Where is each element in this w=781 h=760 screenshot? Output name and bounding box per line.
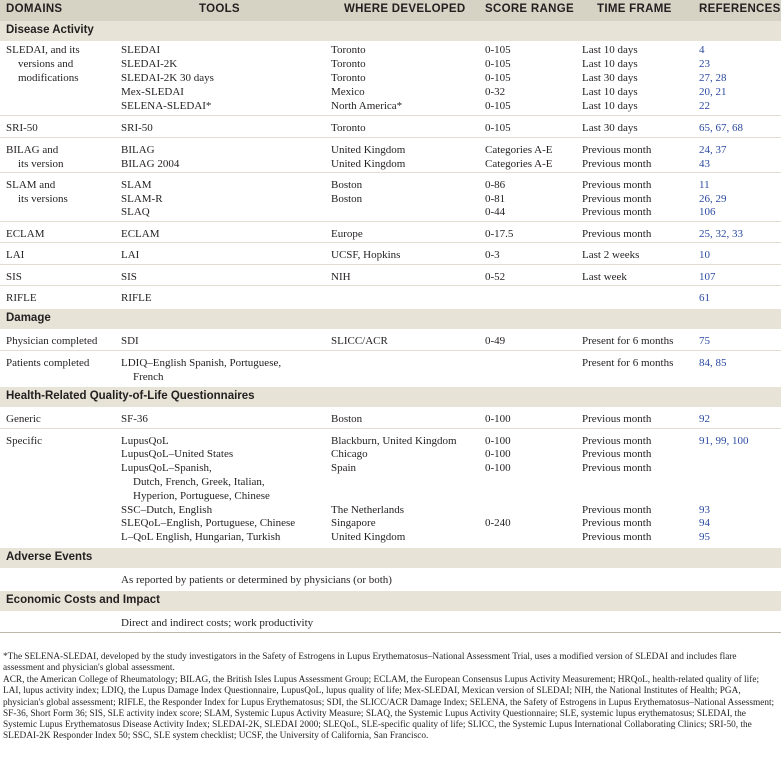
where-cell: The Netherlands (331, 504, 404, 516)
tool-cell: SIS (121, 271, 137, 283)
time-cell: Last week (582, 271, 627, 283)
time-cell: Last 30 days (582, 122, 638, 134)
domain-label: ECLAM (6, 228, 45, 240)
reference-link[interactable]: 65, 67, 68 (699, 122, 743, 134)
time-cell: Previous month (582, 531, 652, 543)
domain-label: modifications (18, 72, 79, 84)
section-title: Adverse Events (6, 551, 93, 563)
tool-cell: LupusQoL (121, 435, 169, 447)
tool-cell: SLAQ (121, 206, 150, 218)
domain-label: its version (18, 158, 64, 170)
header-time: TIME FRAME (597, 3, 672, 15)
tool-cell: French (133, 371, 164, 383)
reference-link[interactable]: 25, 32, 33 (699, 228, 743, 240)
tool-cell: RIFLE (121, 292, 152, 304)
time-cell: Previous month (582, 228, 652, 240)
where-cell: Toronto (331, 58, 366, 70)
row-divider (0, 137, 781, 138)
time-cell: Previous month (582, 179, 652, 191)
time-cell: Last 10 days (582, 58, 638, 70)
domain-label: versions and (18, 58, 74, 70)
domain-label: Physician completed (6, 335, 98, 347)
section-disease-activity (0, 21, 781, 41)
domain-label: RIFLE (6, 292, 37, 304)
tool-cell: LupusQoL–United States (121, 448, 234, 460)
where-cell: NIH (331, 271, 351, 283)
tool-cell: SELENA-SLEDAI* (121, 100, 212, 112)
row-divider (0, 264, 781, 265)
time-cell: Present for 6 months (582, 357, 674, 369)
header-refs: REFERENCES (699, 3, 781, 15)
tool-cell: SLEDAI-2K (121, 58, 178, 70)
tool-cell: SLEDAI (121, 44, 161, 56)
tool-cell: Mex-SLEDAI (121, 86, 184, 98)
time-cell: Present for 6 months (582, 335, 674, 347)
where-cell: Boston (331, 413, 363, 425)
row-divider (0, 428, 781, 429)
time-cell: Last 10 days (582, 44, 638, 56)
tool-cell: BILAG 2004 (121, 158, 180, 170)
header-where: WHERE DEVELOPED (344, 3, 466, 15)
time-cell: Previous month (582, 462, 652, 474)
score-cell: 0-17.5 (485, 228, 514, 240)
where-cell: United Kingdom (331, 158, 406, 170)
score-cell: 0-240 (485, 517, 511, 529)
where-cell: Europe (331, 228, 363, 240)
reference-link[interactable]: 4 (699, 44, 705, 56)
tool-cell: BILAG (121, 144, 155, 156)
header-tools: TOOLS (199, 3, 240, 15)
reference-link[interactable]: 20, 21 (699, 86, 727, 98)
score-cell: 0-105 (485, 122, 511, 134)
reference-link[interactable]: 22 (699, 100, 710, 112)
score-cell: 0-86 (485, 179, 506, 191)
tool-cell: SF-36 (121, 413, 148, 425)
score-cell: Categories A-E (485, 158, 553, 170)
where-cell: Toronto (331, 72, 366, 84)
header-score: SCORE RANGE (485, 3, 574, 15)
score-cell: Categories A-E (485, 144, 553, 156)
where-cell: Toronto (331, 44, 366, 56)
section-title: Economic Costs and Impact (6, 594, 161, 606)
reference-link[interactable]: 11 (699, 179, 710, 191)
time-cell: Previous month (582, 413, 652, 425)
score-cell: 0-100 (485, 413, 511, 425)
where-cell: Spain (331, 462, 357, 474)
section-title: Damage (6, 312, 51, 324)
where-cell: UCSF, Hopkins (331, 249, 401, 261)
time-cell: Previous month (582, 435, 652, 447)
reference-link[interactable]: 94 (699, 517, 710, 529)
table-footnotes (0, 632, 781, 760)
row-divider (0, 285, 781, 286)
row-divider (0, 172, 781, 173)
score-cell: 0-49 (485, 335, 506, 347)
domain-label: LAI (6, 249, 25, 261)
time-cell: Previous month (582, 193, 652, 205)
tool-cell: SDI (121, 335, 139, 347)
reference-link[interactable]: 24, 37 (699, 144, 727, 156)
reference-link[interactable]: 27, 28 (699, 72, 727, 84)
score-cell: 0-44 (485, 206, 506, 218)
tool-cell: SLAM (121, 179, 152, 191)
footnote-abbreviations: ACR, the American College of Rheumatology; BILAG, the British Isles Lupus Assessment Group; ECLAM, the European Consensus Lupus Activity Measurement; HRQoL, health-related quality of life; LAI, lupus activity index; LDIQ, the Lupus Damage Index Questionnaire, LupusQoL, lupus quality of life; Mex-SLEDAI, Mexican version of SLEDAI; NIH, the National Institutes of Health; PGA, physician's global assessment; RIFLE, the Responder Index for Lupus Erythematosus; SDI, the SLICC/ACR Damage Index; SELENA, the Safety of Estrogens in Lupus Erythematosus–National Assessment; SF-36, Short Form 36; SIS, SLE activity index score; SLAM, Systemic Lupus Activity Measure; SLAQ, the Systemic Lupus Activity Questionnaire; SLE, systemic lupus erythematosus; SLEDAI, the Systemic Lupus Erythematosus Disease Activity Index; SLEDAI-2K, SLEDAI 2000; SLEQoL, SLE-specific quality of life; SLICC, the Systemic Lupus International Collaborating Clinics; SRI-50, the SLEDAI-2K Responder Index 50; SSC, SLE system checklist; UCSF, the University of California, San Francisco. (3, 675, 775, 742)
score-cell: 0-100 (485, 435, 511, 447)
domain-label: SLEDAI, and its (6, 44, 80, 56)
score-cell: 0-105 (485, 58, 511, 70)
score-cell: 0-105 (485, 72, 511, 84)
where-cell: Toronto (331, 122, 366, 134)
row-divider (0, 115, 781, 116)
score-cell: 0-105 (485, 44, 511, 56)
reference-link[interactable]: 95 (699, 531, 710, 543)
reference-link[interactable]: 106 (699, 206, 716, 218)
where-cell: United Kingdom (331, 144, 406, 156)
tool-cell: Dutch, French, Greek, Italian, (133, 476, 265, 488)
tool-cell: SLEDAI-2K 30 days (121, 72, 214, 84)
reference-link[interactable]: 84, 85 (699, 357, 727, 369)
row-divider (0, 242, 781, 243)
domain-label: SRI-50 (6, 122, 38, 134)
economic-text: Direct and indirect costs; work productivity (121, 617, 314, 629)
where-cell: Mexico (331, 86, 365, 98)
tool-cell: SRI-50 (121, 122, 153, 134)
where-cell: Blackburn, United Kingdom (331, 435, 457, 447)
time-cell: Previous month (582, 504, 652, 516)
reference-link[interactable]: 10 (699, 249, 710, 261)
reference-link[interactable]: 61 (699, 292, 710, 304)
time-cell: Previous month (582, 448, 652, 460)
domain-label: SLAM and (6, 179, 56, 191)
tool-cell: LupusQoL–Spanish, (121, 462, 212, 474)
section-adverse-events (0, 548, 781, 568)
row-divider (0, 350, 781, 351)
tool-cell: ECLAM (121, 228, 160, 240)
tool-cell: SSC–Dutch, English (121, 504, 213, 516)
time-cell: Previous month (582, 517, 652, 529)
where-cell: United Kingdom (331, 531, 406, 543)
score-cell: 0-32 (485, 86, 506, 98)
reference-link[interactable]: 92 (699, 413, 710, 425)
reference-link[interactable]: 23 (699, 58, 710, 70)
adverse-events-text: As reported by patients or determined by physicians (or both) (121, 574, 392, 586)
reference-link[interactable]: 91, 99, 100 (699, 435, 749, 447)
section-economic (0, 591, 781, 611)
where-cell: Chicago (331, 448, 368, 460)
score-cell: 0-100 (485, 448, 511, 460)
reference-link[interactable]: 107 (699, 271, 716, 283)
score-cell: 0-3 (485, 249, 500, 261)
where-cell: Boston (331, 193, 363, 205)
header-domains: DOMAINS (6, 3, 63, 15)
footnote-divider (0, 632, 781, 633)
score-cell: 0-100 (485, 462, 511, 474)
section-hrqol (0, 387, 781, 407)
section-title: Disease Activity (6, 24, 94, 36)
domain-label: BILAG and (6, 144, 59, 156)
time-cell: Previous month (582, 144, 652, 156)
domain-label: its versions (18, 193, 68, 205)
footnote-asterisk: *The SELENA-SLEDAI, developed by the study investigators in the Safety of Estrogens in Lupus Erythematosus–National Assessment Trial, uses a modified version of SLEDAI and includes flare assessment and physician's global assessment. (3, 652, 737, 674)
domain-label: Patients completed (6, 357, 90, 369)
where-cell: North America* (331, 100, 403, 112)
reference-link[interactable]: 43 (699, 158, 710, 170)
section-damage (0, 309, 781, 329)
time-cell: Previous month (582, 158, 652, 170)
tool-cell: Hyperion, Portuguese, Chinese (133, 490, 270, 502)
time-cell: Last 10 days (582, 100, 638, 112)
tool-cell: LDIQ–English Spanish, Portuguese, (121, 357, 282, 369)
where-cell: Boston (331, 179, 363, 191)
reference-link[interactable]: 26, 29 (699, 193, 727, 205)
tool-cell: SLEQoL–English, Portuguese, Chinese (121, 517, 296, 529)
tool-cell: L–QoL English, Hungarian, Turkish (121, 531, 281, 543)
table-header (0, 0, 781, 21)
row-divider (0, 221, 781, 222)
score-cell: 0-81 (485, 193, 506, 205)
score-cell: 0-105 (485, 100, 511, 112)
time-cell: Previous month (582, 206, 652, 218)
score-cell: 0-52 (485, 271, 506, 283)
domain-label: Generic (6, 413, 41, 425)
where-cell: Singapore (331, 517, 376, 529)
section-title: Health-Related Quality-of-Life Questionnaires (6, 390, 255, 402)
time-cell: Last 30 days (582, 72, 638, 84)
time-cell: Last 2 weeks (582, 249, 640, 261)
reference-link[interactable]: 75 (699, 335, 710, 347)
tool-cell: LAI (121, 249, 140, 261)
domain-label: SIS (6, 271, 22, 283)
domain-label: Specific (6, 435, 43, 447)
where-cell: SLICC/ACR (331, 335, 388, 347)
time-cell: Last 10 days (582, 86, 638, 98)
reference-link[interactable]: 93 (699, 504, 710, 516)
tool-cell: SLAM-R (121, 193, 163, 205)
